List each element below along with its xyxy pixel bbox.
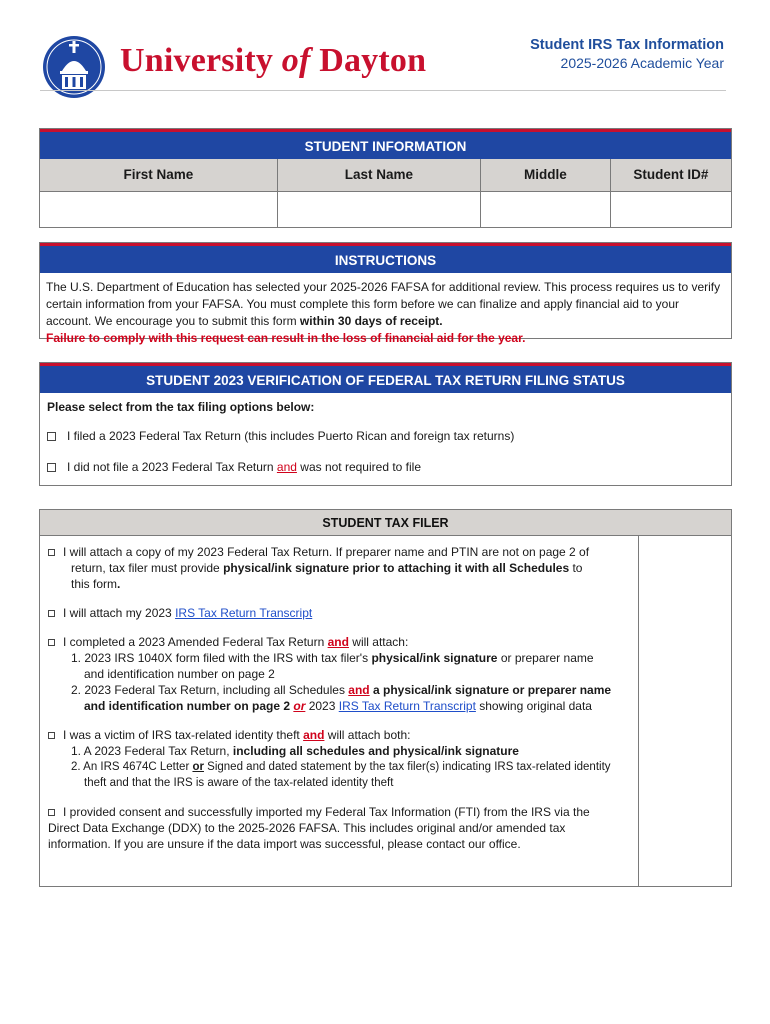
first-name-field[interactable]: [40, 191, 277, 228]
student-id-header: Student ID#: [610, 159, 731, 191]
student-id-field[interactable]: [610, 191, 731, 228]
instructions-text: The U.S. Department of Education has selected your 2025-2026 FAFSA for additional review. This process requires us to verify certain information from your FAFSA. You must complete this form before we can finalize and apply financial aid to your account. We encourage you to submit this form within 30 days of receipt.: [46, 280, 721, 328]
instructions-body: [40, 273, 731, 347]
filing-status-body: [40, 393, 731, 494]
tax-filer-side-column: [638, 536, 731, 886]
filed-tax-return-label: I filed a 2023 Federal Tax Return (this includes Puerto Rican and foreign tax returns): [67, 429, 515, 443]
middle-field[interactable]: [481, 191, 611, 228]
page-header: [0, 0, 770, 92]
filing-status-heading: STUDENT 2023 VERIFICATION OF FEDERAL TAX RETURN FILING STATUS: [40, 363, 731, 393]
last-name-header: Last Name: [277, 159, 480, 191]
irs-transcript-link-2[interactable]: IRS Tax Return Transcript: [338, 699, 476, 713]
student-information-section: [39, 128, 732, 228]
attach-tax-return-checkbox[interactable]: [48, 549, 55, 556]
ddx-consent-checkbox[interactable]: [48, 809, 55, 816]
filing-status-section: [39, 362, 732, 486]
filed-tax-return-option[interactable]: [47, 427, 724, 445]
instructions-warning: Failure to comply with this request can result in the loss of financial aid for the year.: [46, 331, 526, 345]
amended-return-option[interactable]: I completed a 2023 Amended Federal Tax Return and will attach: 1. 2023 IRS 1040X form filed with the IRS with tax filer's physical/ink signature or preparer name and identification number on page 2 2. 2023 Federal Tax Return, including all Schedules and a physical/ink signature or preparer name and identification number on page 2 or 2023 IRS Tax Return Transcript showing original data: [48, 634, 630, 714]
attach-tax-return-option[interactable]: I will attach a copy of my 2023 Federal Tax Return. If preparer name and PTIN are not on page 2 of return, tax filer must provide physical/ink signature prior to attaching it with all Schedules to this form.: [48, 544, 630, 592]
academic-year: 2025-2026 Academic Year: [560, 55, 724, 71]
did-not-file-option[interactable]: [47, 458, 724, 476]
middle-header: Middle: [481, 159, 611, 191]
tax-filer-body: [40, 536, 638, 873]
tax-filer-section: [39, 509, 732, 887]
filing-status-prompt: Please select from the tax filing options below:: [47, 400, 315, 414]
last-name-field[interactable]: [277, 191, 480, 228]
document-title-block: [530, 36, 724, 72]
attach-transcript-option[interactable]: I will attach my 2023 IRS Tax Return Transcript: [48, 605, 630, 621]
student-information-heading: STUDENT INFORMATION: [40, 129, 731, 159]
university-logo-text: University of Dayton: [120, 42, 427, 79]
ddx-consent-option[interactable]: I provided consent and successfully imported my Federal Tax Information (FTI) from the IRS via the Direct Data Exchange (DDX) to the 2025-2026 FAFSA. This includes original and/or amended tax information. If you are unsure if the data import was successful, please contact our office.: [48, 805, 590, 851]
irs-transcript-link[interactable]: IRS Tax Return Transcript: [175, 606, 313, 620]
attach-transcript-checkbox[interactable]: [48, 610, 55, 617]
filed-tax-return-checkbox[interactable]: [47, 432, 56, 441]
tax-filer-heading: STUDENT TAX FILER: [40, 510, 731, 536]
did-not-file-label: I did not file a 2023 Federal Tax Return and was not required to file: [67, 460, 422, 474]
document-title: Student IRS Tax Information: [530, 37, 724, 53]
identity-theft-checkbox[interactable]: [48, 732, 55, 739]
header-divider: [40, 90, 726, 91]
did-not-file-checkbox[interactable]: [47, 463, 56, 472]
student-information-table: [40, 159, 731, 228]
instructions-section: [39, 242, 732, 345]
identity-theft-option[interactable]: I was a victim of IRS tax-related identity theft and will attach both: 1. A 2023 Federal Tax Return, including all schedules and physical/ink signature 2. An IRS 4674C Letter or Signed and dated statement by the tax filer(s) indicating IRS tax-related identity theft and that the IRS is aware of the tax-related identity theft: [48, 727, 630, 791]
instructions-heading: INSTRUCTIONS: [40, 243, 731, 273]
amended-return-checkbox[interactable]: [48, 639, 55, 646]
first-name-header: First Name: [40, 159, 277, 191]
